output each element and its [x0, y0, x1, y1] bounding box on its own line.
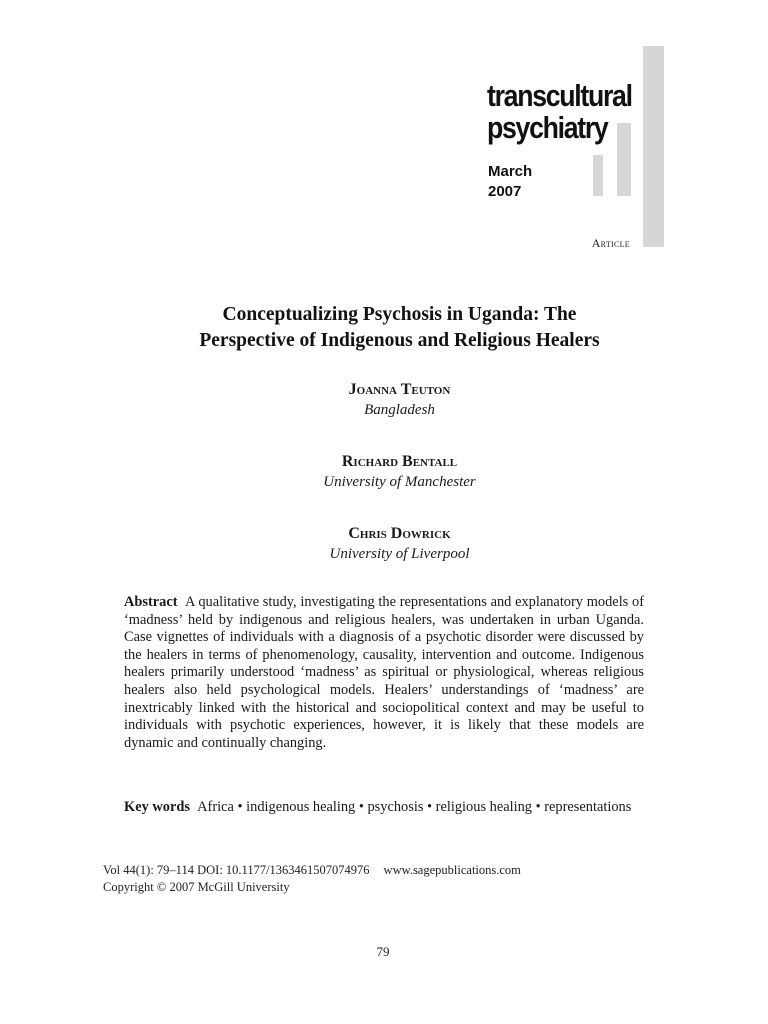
decorative-bar-short	[593, 155, 603, 196]
page-number: 79	[376, 944, 390, 959]
citation-line	[103, 862, 521, 879]
author-name: Richard Bentall	[341, 453, 458, 470]
author-block	[100, 524, 699, 564]
publication-footer	[103, 862, 521, 896]
issue-month: March	[488, 163, 533, 180]
author-block	[100, 380, 699, 420]
abstract-label: Abstract	[124, 594, 178, 610]
copyright-line: Copyright © 2007 McGill University	[103, 880, 290, 894]
author-block	[100, 452, 699, 492]
author-affiliation: University of Manchester	[323, 474, 476, 490]
author-name: Chris Dowrick	[348, 525, 451, 542]
article-title	[100, 302, 699, 354]
journal-title	[487, 80, 632, 144]
issue-date	[488, 162, 532, 202]
article-title-line1: Conceptualizing Psychosis in Uganda: The	[222, 304, 577, 325]
keywords-label: Key words	[124, 799, 190, 815]
author-affiliation: Bangladesh	[364, 402, 435, 418]
journal-title-line1: transcultural	[487, 78, 632, 113]
abstract	[124, 594, 644, 752]
article-title-line2: Perspective of Indigenous and Religious Healers	[199, 330, 600, 351]
keywords	[124, 798, 644, 816]
issue-year: 2007	[488, 183, 522, 200]
author-name: Joanna Teuton	[348, 381, 451, 398]
keywords-line	[124, 798, 644, 816]
citation-info: Vol 44(1): 79–114 DOI: 10.1177/1363461507074976	[103, 863, 370, 877]
author-affiliation: University of Liverpool	[329, 546, 470, 562]
decorative-bar-tall	[643, 46, 664, 247]
publisher-website-link[interactable]: www.sagepublications.com	[383, 863, 521, 877]
journal-title-line2: psychiatry	[487, 110, 608, 145]
article-type-label: Article	[591, 236, 630, 250]
keywords-text: Africa • indigenous healing • psychosis • religious healing • representations	[197, 799, 632, 815]
abstract-text: A qualitative study, investigating the representations and explanatory models of ‘madness’ held by indigenous and religious healers, was undertaken in urban Uganda. Case vignettes of individuals with a diagnosis of a psychotic disorder were discussed by the healers in terms of phenomenology, causality, intervention and outcome. Indigenous healers primarily understood ‘madness’ as spiritual or physiological, whereas religious healers also held psychological models. Healers’ understandings of ‘madness’ are inextricably linked with the historical and sociopolitical context and may be useful to individuals with psychotic experiences, however, it is likely that these models are dynamic and continually changing.	[124, 594, 644, 751]
